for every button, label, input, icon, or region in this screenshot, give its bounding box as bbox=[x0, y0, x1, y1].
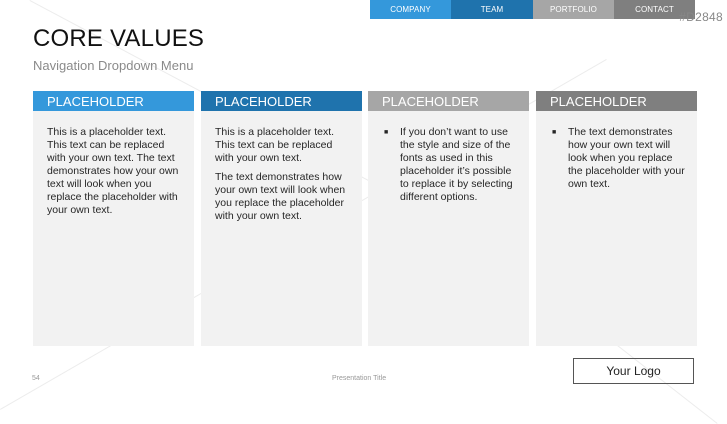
bullet-item bbox=[382, 126, 517, 204]
top-navigation bbox=[370, 0, 695, 19]
page-number: 54 bbox=[32, 375, 40, 382]
nav-item-team[interactable]: TEAM bbox=[451, 0, 533, 19]
presentation-title: Presentation Title bbox=[332, 375, 387, 382]
bullet-text: The text demonstrates how your own text will look when you replace the placeholder with your own text. bbox=[568, 126, 685, 190]
card-body bbox=[201, 111, 362, 346]
card-heading: PLACEHOLDER bbox=[536, 91, 697, 111]
square-bullet-icon: ■ bbox=[552, 129, 557, 136]
card-body bbox=[536, 111, 697, 346]
square-bullet-icon: ■ bbox=[384, 129, 389, 136]
card-heading: PLACEHOLDER bbox=[33, 91, 194, 111]
card-paragraph: This is a placeholder text. This text can be replaced with your own text. bbox=[215, 126, 335, 164]
card-body bbox=[368, 111, 529, 346]
nav-item-portfolio[interactable]: PORTFOLIO bbox=[533, 0, 614, 19]
bullet-item bbox=[550, 126, 685, 191]
nav-item-company[interactable]: COMPANY bbox=[370, 0, 451, 19]
bullet-text: If you don’t want to use the style and size of the fonts as used in this placeholder it’s possible to replace it by selecting different options. bbox=[400, 126, 513, 203]
card-heading: PLACEHOLDER bbox=[368, 91, 529, 111]
card-4 bbox=[536, 91, 697, 346]
logo-placeholder: Your Logo bbox=[573, 358, 694, 384]
slide-code: #D2848 bbox=[679, 10, 723, 24]
page-title: CORE VALUES bbox=[33, 25, 205, 52]
card-paragraph: The text demonstrates how your own text will look when you replace the placeholder with your own text. bbox=[215, 171, 346, 222]
card-paragraph: This is a placeholder text. This text can be replaced with your own text. The text demonstrates how your own text will look when you replace the placeholder with your own text. bbox=[47, 126, 179, 216]
page-subtitle: Navigation Dropdown Menu bbox=[33, 58, 194, 73]
card-1 bbox=[33, 91, 194, 346]
nav-item-contact[interactable]: CONTACT bbox=[614, 0, 695, 19]
card-3 bbox=[368, 91, 529, 346]
card-body bbox=[33, 111, 194, 346]
card-2 bbox=[201, 91, 362, 346]
card-heading: PLACEHOLDER bbox=[201, 91, 362, 111]
